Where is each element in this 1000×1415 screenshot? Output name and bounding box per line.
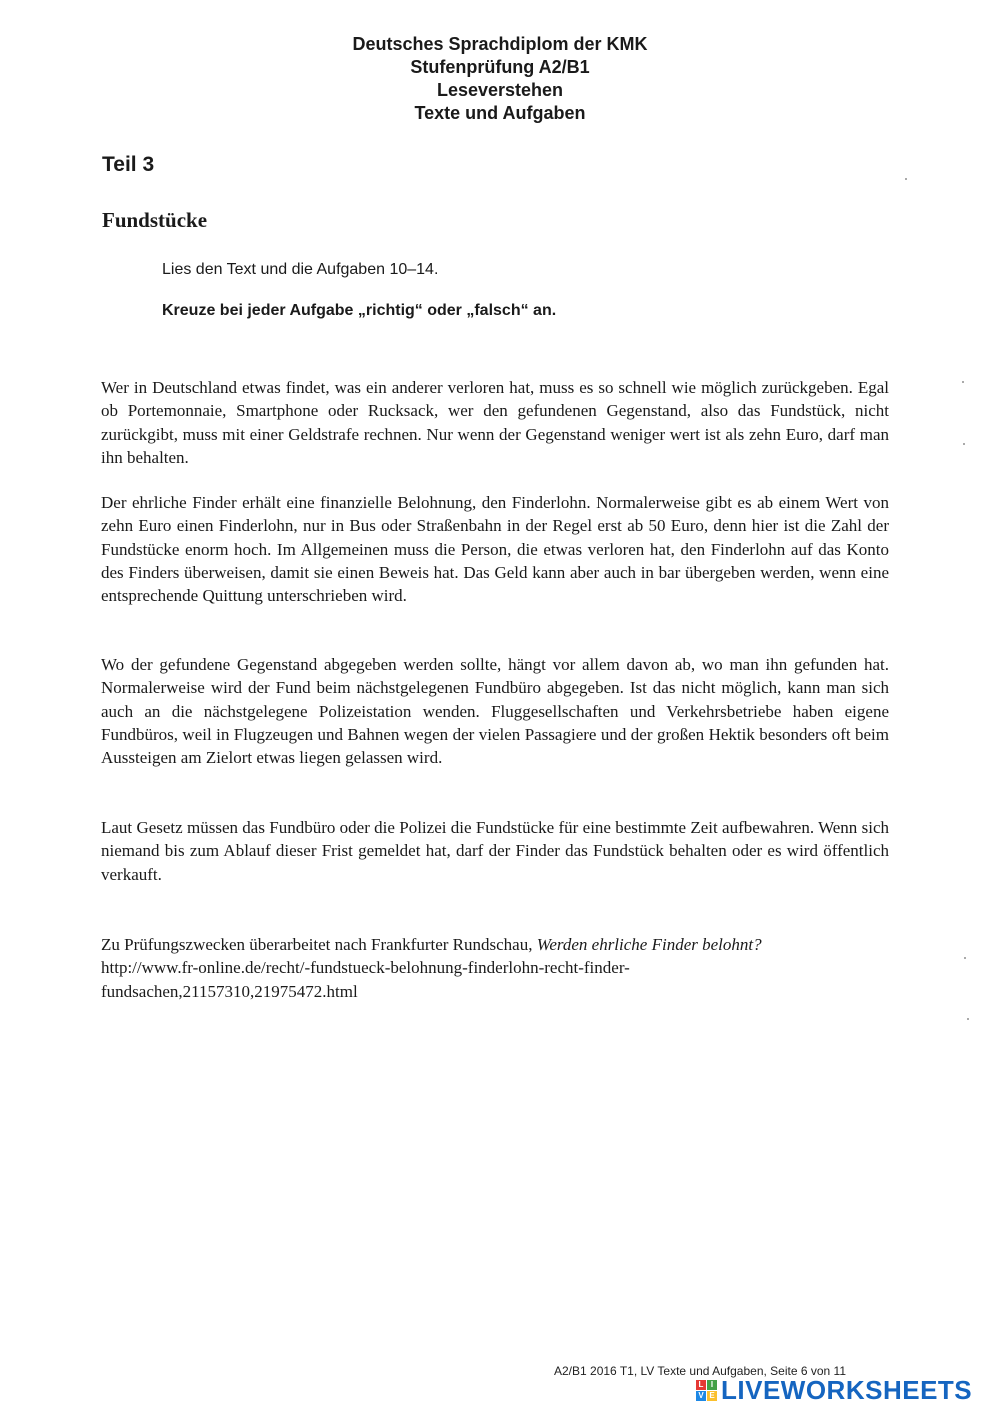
source-prefix: Zu Prüfungszwecken überarbeitet nach Frankfurter Rundschau, <box>101 935 537 954</box>
paragraph-4: Laut Gesetz müssen das Fundbüro oder die Polizei die Fundstücke für eine bestimmte Zeit aufbewahren. Wenn sich niemand bis zum Ablauf dieser Frist gemeldet hat, darf der Finder das Fundstück behalten oder es wird öffentlich verkauft. <box>101 818 889 884</box>
source-url-line-1: http://www.fr-online.de/recht/-fundstueck-belohnung-finderlohn-recht-finder- <box>101 958 630 978</box>
logo-letter-l: L <box>696 1380 706 1390</box>
document-header <box>0 33 1000 125</box>
logo-letter-i: I <box>707 1380 717 1390</box>
section-number: Teil 3 <box>102 153 155 176</box>
header-line-3: Leseverstehen <box>436 80 564 100</box>
paragraph-3: Wo der gefundene Gegenstand abgegeben werden sollte, hängt vor allem davon ab, wo man ihn gefunden hat. Normalerweise wird der Fund beim nächstgelegenen Fundbüro abgegeben. Ist das nicht möglich, kann man sich auch an die nächstgelegene Polizeistation wenden. Fluggesellschaften und Verkehrsbetriebe haben eigene Fundbüros, weil in Flugzeugen und Bahnen wegen der vielen Passagiere und der großen Hektik besonders oft beim Aussteigen am Zielort etwas liegen gelassen wird. <box>101 655 889 768</box>
source-article-title: Werden ehrliche Finder belohnt? <box>536 935 762 954</box>
liveworksheets-watermark <box>696 1375 972 1406</box>
page-footer: A2/B1 2016 T1, LV Texte und Aufgaben, Seite 6 von 11 <box>554 1364 847 1378</box>
reading-instruction: Lies den Text und die Aufgaben 10–14. <box>162 261 439 278</box>
scan-speck <box>967 1018 969 1020</box>
source-citation <box>101 933 901 1003</box>
scan-speck <box>964 957 966 959</box>
scan-speck <box>962 381 964 383</box>
header-line-4: Texte und Aufgaben <box>414 103 586 123</box>
header-line-1: Deutsches Sprachdiplom der KMK <box>352 34 648 54</box>
scan-speck <box>963 443 965 445</box>
task-instruction: Kreuze bei jeder Aufgabe „richtig“ oder „falsch“ an. <box>162 302 557 319</box>
logo-letter-e: E <box>707 1391 717 1401</box>
scan-speck <box>905 178 907 180</box>
section-title: Fundstücke <box>102 208 208 232</box>
liveworksheets-logo-icon <box>696 1380 717 1401</box>
header-line-2: Stufenprüfung A2/B1 <box>410 57 590 77</box>
paragraph-2: Der ehrliche Finder erhält eine finanzielle Belohnung, den Finderlohn. Normalerweise gibt es ab einem Wert von zehn Euro einen Finderlohn, nur in Bus oder Straßenbahn in der Regel erst ab 50 Euro, denn hier ist die Zahl der Fundstücke enorm hoch. Im Allgemeinen muss die Person, die etwas verloren hat, den Finderlohn auf das Konto des Finders überweisen, damit sie einen Beweis hat. Das Geld kann aber auch in bar übergeben werden, wenn eine entsprechende Quittung unterschrieben wird. <box>101 493 889 606</box>
source-url-line-2: fundsachen,21157310,21975472.html <box>101 981 358 1001</box>
watermark-text: LIVEWORKSHEETS <box>721 1375 973 1405</box>
logo-letter-v: V <box>696 1391 706 1401</box>
paragraph-1: Wer in Deutschland etwas findet, was ein anderer verloren hat, muss es so schnell wie möglich zurückgeben. Egal ob Portemonnaie, Smartphone oder Rucksack, wer den gefundenen Gegenstand, also das Fundstück, nicht zurückgibt, muss mit einer Geldstrafe rechnen. Nur wenn der Gegenstand weniger wert ist als zehn Euro, darf man ihn behalten. <box>101 378 889 467</box>
